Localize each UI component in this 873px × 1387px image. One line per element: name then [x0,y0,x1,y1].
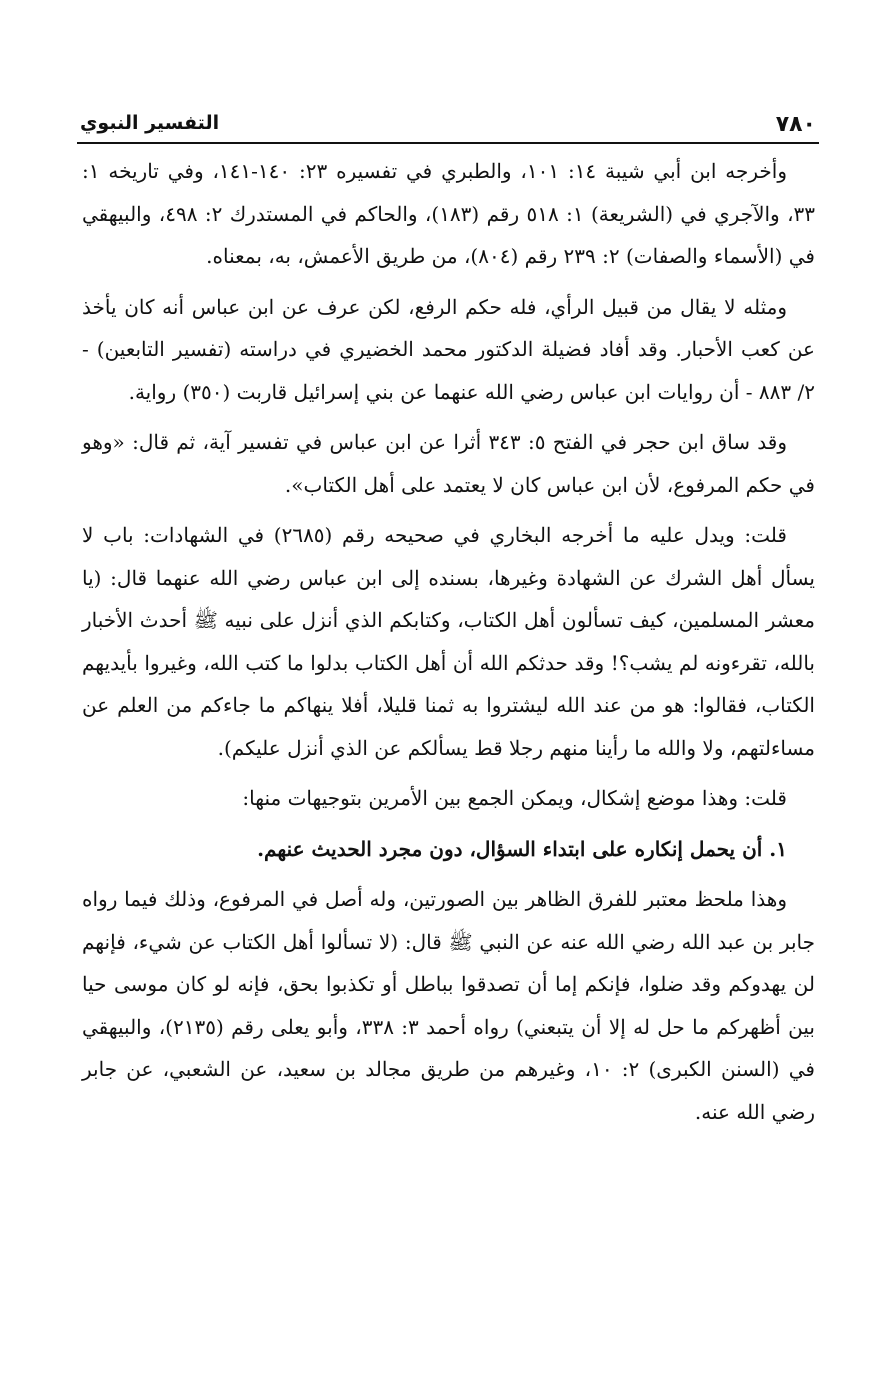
paragraph-ibn-hajar: وقد ساق ابن حجر في الفتح ٥: ٣٤٣ أثرا عن ابن عباس في تفسير آية، ثم قال: «وهو في حكم المرفوع، لأن ابن عباس كان لا يعتمد على أهل الكتاب». [82,430,815,497]
paragraph-problem: قلت: وهذا موضع إشكال، ويمكن الجمع بين الأمرين بتوجيهات منها: [242,786,787,810]
paragraph-citations: وأخرجه ابن أبي شيبة ١٤: ١٠١، والطبري في تفسيره ٢٣: ١٤٠-١٤١، وفي تاريخه ١: ٣٣، والآجري في (الشريعة) ١: ٥١٨ رقم (١٨٣)، والحاكم في المستدرك ٢: ٤٩٨، والبيهقي في (الأسماء والصفات) ٢: ٢٣٩ رقم (٨٠٤)، من طريق الأعمش، به، بمعناه. [82,159,816,268]
page-header [80,112,816,142]
paragraph-ruling: ومثله لا يقال من قبيل الرأي، فله حكم الرفع، لكن عرف عن ابن عباس أنه كان يأخذ عن كعب الأحبار. وقد أفاد فضيلة الدكتور محمد الخضيري في دراسته (تفسير التابعين) - ٢/ ٨٨٣ - أن روايات ابن عباس رضي الله عنهما عن بني إسرائيل قاربت (٣٥٠) رواية. [82,294,815,404]
paragraph-jabir: وهذا ملحظ معتبر للفرق الظاهر بين الصورتين، وله أصل في المرفوع، وذلك فيما رواه جابر بن عبد الله رضي الله عنه عن النبي ﷺ قال: (لا تسألوا أهل الكتاب عن شيء، فإنهم لن يهدوكم وقد ضلوا، فإنكم إما أن تصدقوا بباطل أو تكذبوا بحق، فإنه لو كان موسى حيا بين أظهركم ما حل له إلا أن يتبعني) رواه أحمد ٣: ٣٣٨، وأبو يعلى رقم (٢١٣٥)، والبيهقي في (السنن الكبرى) ٢: ١٠، وغيرهم من طريق مجالد بن سعيد، عن الشعبي، عن جابر رضي الله عنه. [82,887,815,1124]
point-one: ١. أن يحمل إنكاره على ابتداء السؤال، دون مجرد الحديث عنهم. [257,836,787,861]
body-text [82,150,815,1133]
header-rule [77,142,819,144]
running-title: التفسير النبوي [80,112,220,134]
page-number: ٧٨٠ [775,112,816,137]
paragraph-bukhari: قلت: ويدل عليه ما أخرجه البخاري في صحيحه رقم (٢٦٨٥) في الشهادات: باب لا يسأل أهل الشرك عن الشهادة وغيرها، بسنده إلى ابن عباس رضي الله عنهما قال: (يا معشر المسلمين، كيف تسألون أهل الكتاب، وكتابكم الذي أنزل على نبيه ﷺ أحدث الأخبار بالله، تقرءونه لم يشب؟! وقد حدثكم الله أن أهل الكتاب بدلوا ما كتب الله، وغيروا بأيديهم الكتاب، فقالوا: هو من عند الله ليشتروا به ثمنا قليلا، أفلا ينهاكم ما جاءكم من العلم عن مساءلتهم، ولا والله ما رأينا منهم رجلا قط يسألكم عن الذي أنزل عليكم). [82,523,815,760]
